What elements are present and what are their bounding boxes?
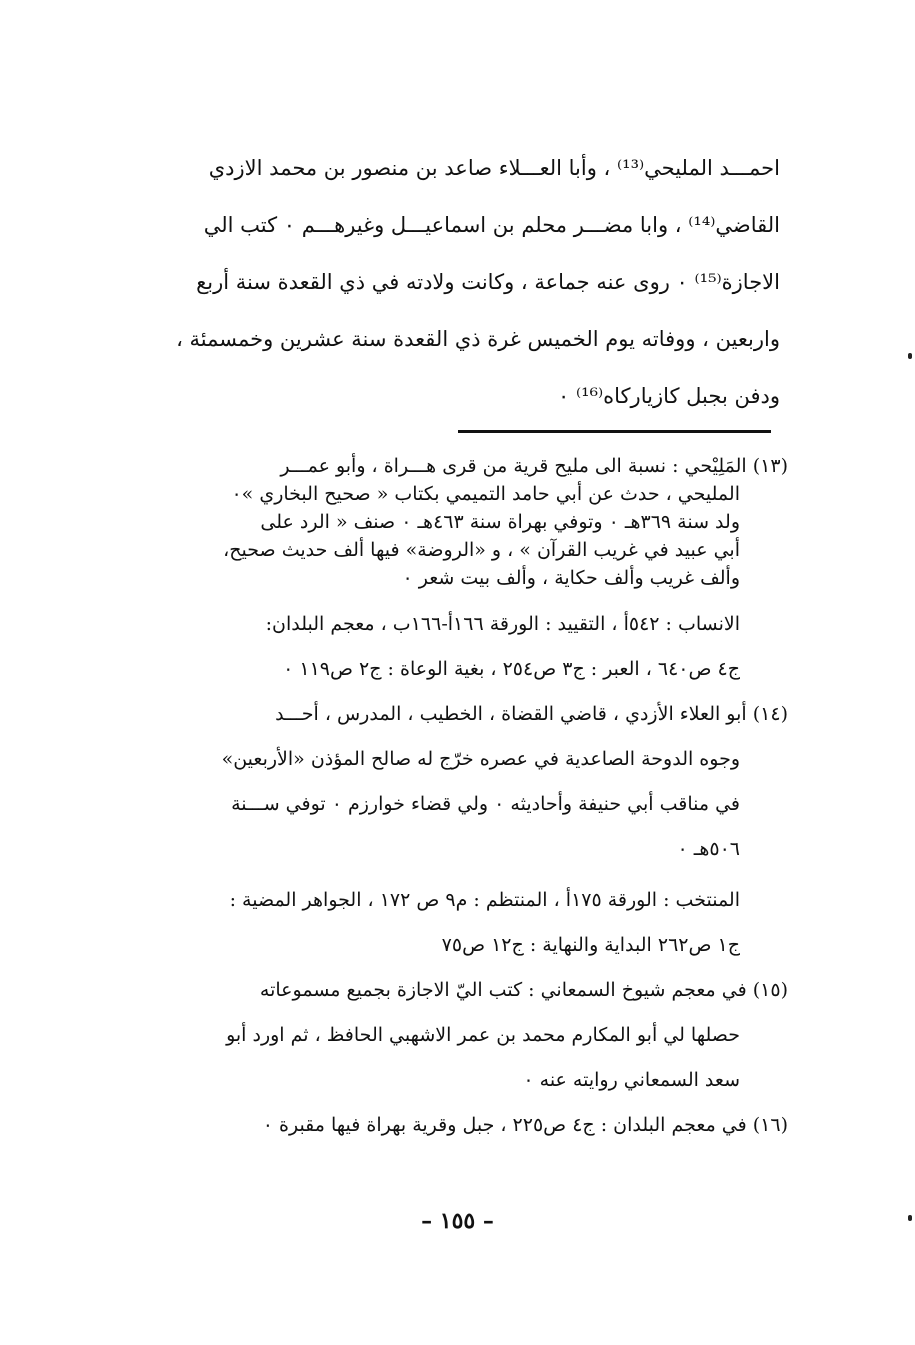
footnote-line: المليحي ، حدث عن أبي حامد التميمي بكتاب « صحيح البخاري »٠	[231, 483, 740, 505]
footnote-13-references	[138, 602, 788, 692]
footnote-line: ٥٠٦هـ ٠	[677, 838, 740, 860]
footnote-15	[138, 968, 788, 1103]
footnote-line: سعد السمعاني روايته عنه ٠	[523, 1069, 740, 1091]
footnote-line: (١٦) في معجم البلدان : ج٤ ص٢٢٥ ، جبل وقرية بهراة فيها مقبرة ٠	[262, 1114, 788, 1136]
reference-line: ج٤ ص٦٤٠ ، العبر : ج٣ ص٢٥٤ ، بغية الوعاة : ج٢ ص١١٩ ٠	[283, 658, 740, 680]
footnote-14	[138, 692, 788, 872]
footnote-line: أبي عبيد في غريب القرآن » ، و «الروضة» فيها ألف حديث صحيح،	[223, 539, 740, 561]
scan-speck	[908, 353, 912, 359]
reference-line: المنتخب : الورقة ١٧٥أ ، المنتظم : م٩ ص ١٧٢ ، الجواهر المضية :	[229, 889, 740, 911]
footnote-14-references	[138, 878, 788, 968]
main-text-line: واربعين ، ووفاته يوم الخميس غرة ذي القعدة سنة عشرين وخمسمئة ،	[176, 327, 780, 351]
main-text-line: احمـــد المليحي⁽¹³⁾ ، وأبا العـــلاء صاعد بن منصور بن محمد الازدي	[208, 156, 780, 180]
footnote-line: حصلها لي أبو المكارم محمد بن عمر الاشهبي الحافظ ، ثم اورد أبو	[226, 1024, 740, 1046]
footnote-line: (١٤) أبو العلاء الأزدي ، قاضي القضاة ، الخطيب ، المدرس ، أحـــد	[275, 703, 788, 725]
footnotes	[138, 452, 788, 1148]
page-number: – ١٥٥ –	[421, 1208, 494, 1234]
footnote-line: وجوه الدوحة الصاعدية في عصره خرّج له صالح المؤذن «الأربعين»	[221, 748, 740, 770]
footnote-line: وألف غريب وألف حكاية ، وألف بيت شعر ٠	[402, 567, 740, 589]
footnote-16	[138, 1103, 788, 1148]
reference-line: الانساب : ٥٤٢أ ، التقييد : الورقة ١٦٦أ-١٦٦ب ، معجم البلدان:	[265, 613, 740, 635]
main-text-line: القاضي⁽¹⁴⁾ ، وابا مضـــر محلم بن اسماعيـــل وغيرهـــم ٠ كتب الي	[203, 213, 780, 237]
scan-speck	[908, 1215, 912, 1221]
main-text-line: ودفن بجبل كازياركاه⁽¹⁶⁾ ٠	[558, 384, 780, 408]
footnote-13	[138, 452, 788, 592]
footnote-line: (١٥) في معجم شيوخ السمعاني : كتب اليّ الاجازة بجميع مسموعاته	[259, 979, 788, 1001]
footnote-separator	[458, 430, 771, 433]
main-text-line: الاجازة⁽¹⁵⁾ ٠ روى عنه جماعة ، وكانت ولادته في ذي القعدة سنة أربع	[196, 270, 780, 294]
main-text	[138, 140, 780, 425]
footnote-line: ولد سنة ٣٦٩هـ ٠ وتوفي بهراة سنة ٤٦٣هـ ٠ صنف « الرد على	[260, 511, 740, 533]
footnote-line: في مناقب أبي حنيفة وأحاديثه ٠ ولي قضاء خوارزم ٠ توفي ســـنة	[231, 793, 740, 815]
footnote-line: (١٣) المَلِيْحي : نسبة الى مليح قرية من قرى هـــراة ، وأبو عمـــر	[280, 455, 788, 477]
reference-line: ج١ ص٢٦٢ البداية والنهاية : ج١٢ ص٧٥	[441, 934, 740, 956]
